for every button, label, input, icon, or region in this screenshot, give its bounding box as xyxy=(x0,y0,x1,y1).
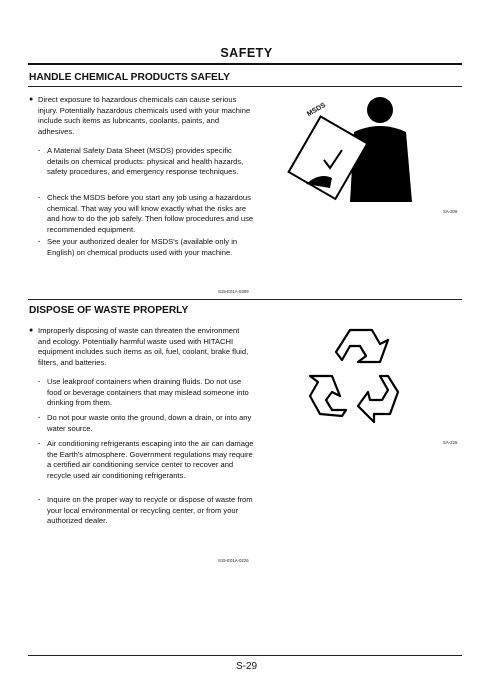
bullet-mark: · xyxy=(38,146,41,155)
bullet-mark: · xyxy=(38,495,41,504)
list-item xyxy=(38,146,254,178)
list-item-text: Do not pour waste onto the ground, down a drain, or into any water source. xyxy=(47,413,252,433)
section-rule xyxy=(28,86,462,87)
figure-label: SA-309 xyxy=(443,209,458,214)
list-item xyxy=(38,495,254,527)
footer-rule xyxy=(28,655,462,656)
page-title: SAFETY xyxy=(220,46,273,60)
page-number: S-29 xyxy=(235,661,258,672)
list-item xyxy=(38,237,254,258)
reference-code: S15-E01A-0309 xyxy=(218,289,249,294)
bullet-mark: · xyxy=(38,193,41,202)
msds-label: MSDS xyxy=(306,101,328,119)
section-heading-chemicals: HANDLE CHEMICAL PRODUCTS SAFELY xyxy=(29,72,230,83)
list-item xyxy=(38,193,254,235)
list-item-text: Use leakproof containers when draining fluids. Do not use food or beverage containers that may mislead someone into drinking from them. xyxy=(47,377,249,408)
bullet-mark: · xyxy=(38,377,41,386)
list-item-text: Air conditioning refrigerants escaping into the air can damage the Earth's atmosphere. Government regulations may require a certified air conditioning service center to recover and recycle used air conditioning refrigerants. xyxy=(47,439,254,480)
title-rule xyxy=(28,63,462,65)
intro-text: Improperly disposing of waste can threaten the environment and ecology. Potentially harmful waste used with HITACHI equipment includes such items as oil, fuel, coolant, brake fluid, filters, and batteries. xyxy=(38,326,249,367)
bullet-dot: ● xyxy=(29,327,34,334)
intro-paragraph-waste xyxy=(29,326,254,368)
list-item xyxy=(38,413,254,434)
section-divider xyxy=(28,299,462,300)
figure-label: SA-226 xyxy=(443,440,458,445)
section-heading-waste: DISPOSE OF WASTE PROPERLY xyxy=(29,305,189,316)
intro-text: Direct exposure to hazardous chemicals can cause serious injury. Potentially hazardous chemicals used with your machine include such items as lubricants, coolants, paints, and adhesives. xyxy=(38,95,251,136)
list-item-text: Check the MSDS before you start any job using a hazardous chemical. That way you will know exactly what the risks are and how to do the job safely. Then follow procedures and use recommended equipment. xyxy=(47,193,254,234)
bullet-dot: ● xyxy=(29,96,34,103)
list-item xyxy=(38,439,254,481)
list-item-text: Inquire on the proper way to recycle or dispose of waste from your local environmental or recycling center, or from your authorized dealer. xyxy=(47,495,253,526)
list-item-text: See your authorized dealer for MSDS's (available only in English) on chemical products used with your machine. xyxy=(47,237,238,257)
reference-code: S15-E01A-0226 xyxy=(218,558,249,563)
recycle-icon xyxy=(302,318,414,430)
list-item-text: A Material Safety Data Sheet (MSDS) provides specific details on chemical products: physical and health hazards, safety procedures, and emergency response techniques. xyxy=(47,146,244,177)
msds-person-illustration xyxy=(284,92,424,202)
bullet-mark: · xyxy=(38,439,41,448)
bullet-mark: · xyxy=(38,237,41,246)
list-item xyxy=(38,377,254,409)
bullet-mark: · xyxy=(38,413,41,422)
intro-paragraph-chemicals xyxy=(29,95,254,137)
